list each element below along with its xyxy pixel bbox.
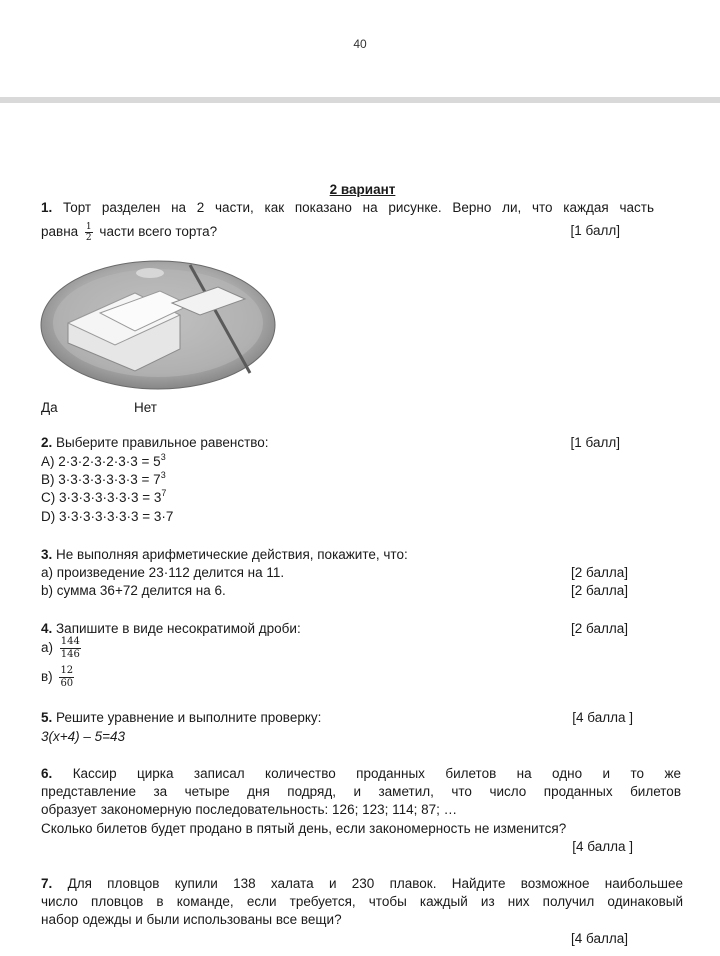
q7-text-1: Для пловцов купили 138 халата и 230 плавок. Найдите возможное наибольшее: [67, 876, 683, 891]
q2-option-b-text: B) 3·3·3·3·3·3·3 = 7: [41, 472, 161, 487]
q5-question: [41, 709, 321, 726]
q4-score: [2 балла]: [571, 621, 628, 636]
q1-frac-num: 1: [85, 222, 92, 232]
q4-a-fraction: [60, 636, 81, 661]
q1-text-b: части всего торта?: [99, 224, 218, 240]
q7-score: [4 балла]: [571, 931, 628, 946]
q2-option-a-text: A) 2·3·2·3·2·3·3 = 5: [41, 454, 161, 469]
variant-title: 2 вариант: [329, 182, 396, 197]
q3-part-a: a) произведение 23·112 делится на 11.: [41, 565, 285, 580]
q5-text: Решите уравнение и выполните проверку:: [56, 710, 322, 725]
q7-line2: число пловцов в команде, если требуется, чтобы каждый из них получил одинаковый: [41, 894, 683, 909]
q6-line4: Сколько билетов будет продано в пятый день, если закономерность не изменится?: [41, 821, 567, 836]
q2-number: 2.: [41, 435, 53, 450]
q1-frac-den: 2: [85, 233, 92, 243]
q5-number: 5.: [41, 710, 53, 725]
q1-line1: [41, 199, 654, 216]
q4-a-num: 144: [60, 635, 80, 647]
q1-text-a: равна: [41, 224, 79, 240]
q4-text: Запишите в виде несократимой дроби:: [56, 621, 301, 636]
q2-text: Выберите правильное равенство:: [56, 435, 269, 450]
q6-score: [4 балла ]: [572, 839, 633, 854]
q1-line2: [41, 222, 217, 243]
q6-number: 6.: [41, 766, 53, 781]
q1-fraction: [85, 222, 93, 243]
q4-b-fraction: [59, 665, 74, 690]
q3-score-b: [2 балла]: [571, 583, 628, 598]
q2-option-c-sup: 7: [161, 487, 167, 498]
q3-number: 3.: [41, 547, 53, 562]
q4-a-label: а): [41, 640, 54, 655]
q1-text: Торт разделен на 2 части, как показано на рисунке. Верно ли, что каждая часть: [63, 200, 654, 215]
q4-b-label: в): [41, 669, 53, 684]
q2-question: [41, 434, 269, 451]
q1-number: 1.: [41, 200, 53, 215]
page-separator: [0, 97, 720, 103]
q3-question: [41, 546, 408, 563]
q4-part-a: [41, 634, 84, 662]
q1-answer-no: Нет: [134, 400, 157, 415]
q6-line2: представление за четыре дня подряд, и заметил, что число проданных билетов: [41, 784, 681, 799]
q1-answer-yes: Да: [41, 400, 58, 415]
q3-text: Не выполняя арифметические действия, покажите, что:: [56, 547, 408, 562]
page-number: 40: [353, 37, 367, 51]
q4-part-b: [41, 663, 77, 691]
q3-part-b: b) сумма 36+72 делится на 6.: [41, 583, 226, 598]
q4-b-num: 12: [60, 664, 74, 676]
q1-score: [1 балл]: [570, 223, 620, 238]
q7-number: 7.: [41, 876, 53, 891]
q6-line1: [41, 765, 681, 782]
q5-equation: 3(x+4) – 5=43: [41, 729, 126, 744]
q6-text-1: Кассир цирка записал количество проданных билетов на одно и то же: [72, 766, 681, 781]
q2-option-b: [41, 471, 166, 488]
q2-option-a: [41, 453, 166, 470]
q5-score: [4 балла ]: [572, 710, 633, 725]
q6-line3: образует закономерную последовательность: 126; 123; 114; 87; …: [41, 802, 458, 817]
q2-option-d-text: D) 3·3·3·3·3·3·3 = 3·7: [41, 509, 174, 524]
q2-option-b-sup: 3: [160, 469, 166, 480]
q4-b-den: 60: [60, 677, 74, 689]
q2-option-c-text: C) 3·3·3·3·3·3·3 = 3: [41, 490, 162, 505]
q4-number: 4.: [41, 621, 53, 636]
q2-option-a-sup: 3: [160, 451, 166, 462]
q2-option-d: [41, 508, 173, 525]
q3-score-a: [2 балла]: [571, 565, 628, 580]
q7-line1: [41, 875, 683, 892]
q7-line3: набор одежды и были использованы все вещи?: [41, 912, 342, 927]
q4-a-den: 146: [60, 648, 80, 660]
cake-image: [40, 253, 280, 393]
q2-score: [1 балл]: [570, 435, 620, 450]
q2-option-c: [41, 489, 166, 506]
